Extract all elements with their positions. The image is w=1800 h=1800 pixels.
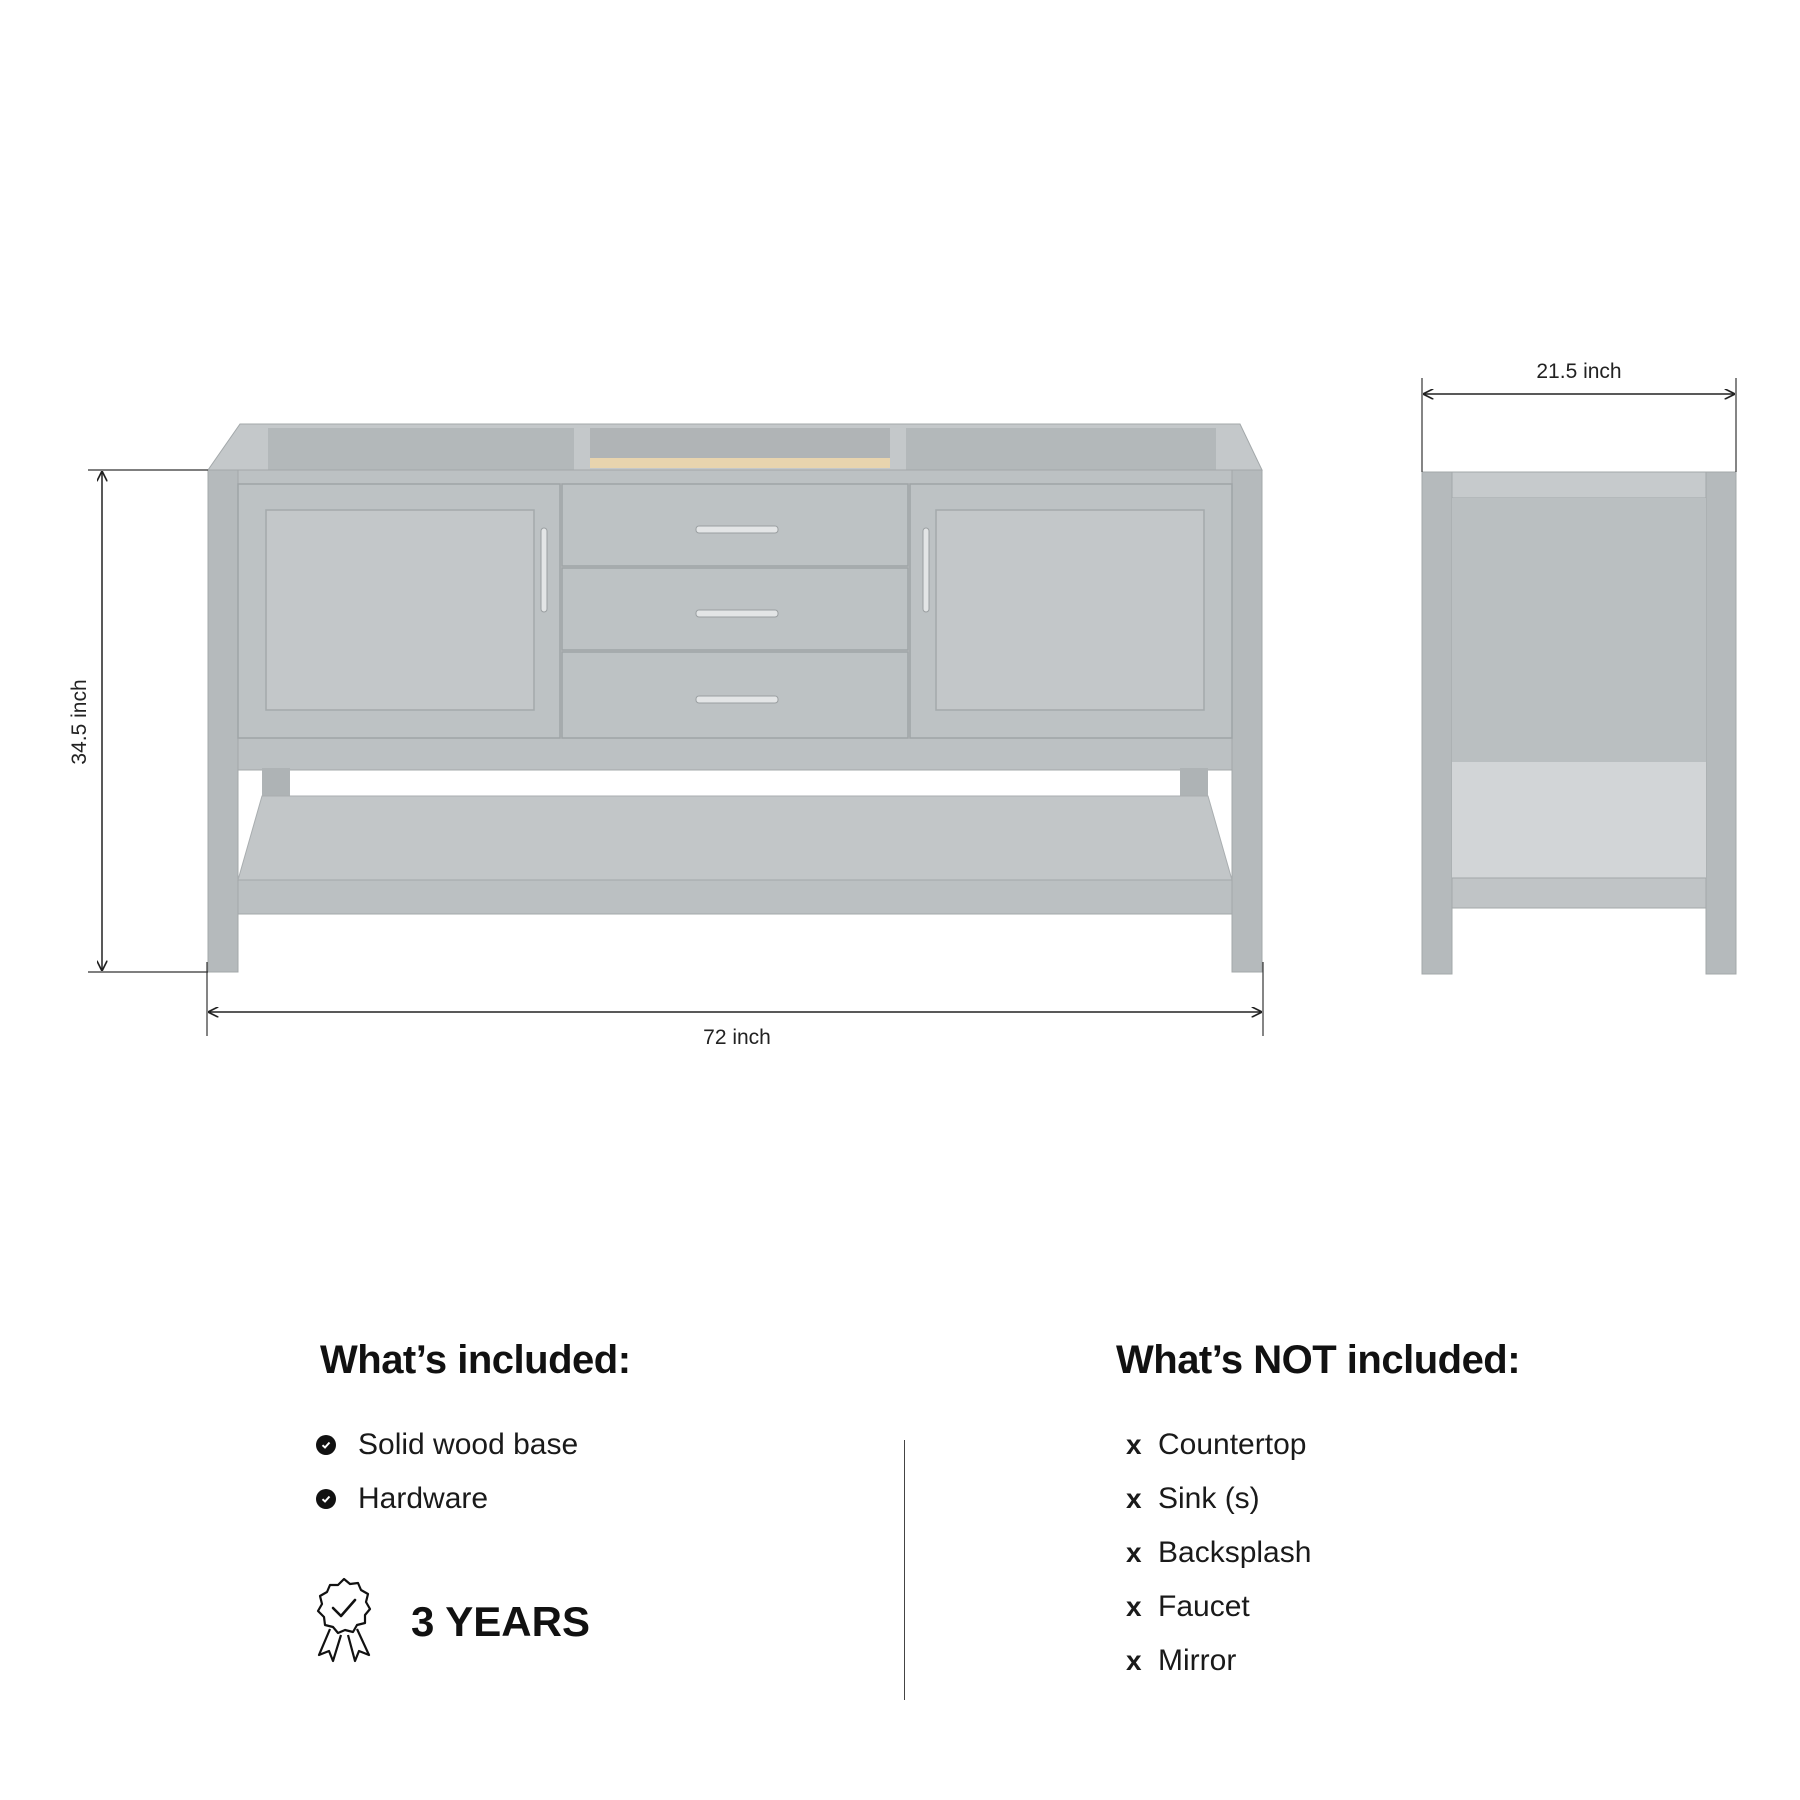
included-list bbox=[316, 1418, 578, 1526]
right-door bbox=[910, 484, 1232, 738]
depth-dimension bbox=[1422, 360, 1736, 472]
check-circle-icon bbox=[316, 1435, 336, 1455]
column-divider bbox=[904, 1440, 905, 1700]
height-label: 34.5 inch bbox=[68, 679, 91, 765]
warranty-label: 3 YEARS bbox=[411, 1597, 590, 1645]
list-item bbox=[316, 1472, 578, 1526]
drawer-handle bbox=[696, 696, 778, 703]
drawer-handle bbox=[696, 610, 778, 617]
list-item bbox=[1116, 1418, 1311, 1472]
interior-wood-strip bbox=[590, 458, 890, 468]
drawer-stack bbox=[562, 484, 908, 738]
list-item bbox=[1116, 1634, 1311, 1688]
door-handle bbox=[923, 528, 929, 612]
drawer-handle bbox=[696, 526, 778, 533]
included-item-label: Hardware bbox=[358, 1482, 489, 1515]
x-mark-icon: x bbox=[1126, 1483, 1142, 1514]
not-included-item-label: Sink (s) bbox=[1158, 1482, 1260, 1515]
width-label: 72 inch bbox=[703, 1026, 771, 1049]
left-door bbox=[238, 484, 560, 738]
door-handle bbox=[541, 528, 547, 612]
width-dimension bbox=[207, 962, 1263, 1049]
not-included-list bbox=[1116, 1418, 1311, 1688]
check-circle-icon bbox=[316, 1489, 336, 1509]
x-mark-icon: x bbox=[1126, 1537, 1142, 1568]
list-item bbox=[1116, 1580, 1311, 1634]
list-item bbox=[1116, 1472, 1311, 1526]
not-included-item-label: Countertop bbox=[1158, 1428, 1307, 1461]
list-item bbox=[1116, 1526, 1311, 1580]
not-included-title: What’s NOT included: bbox=[1116, 1338, 1521, 1382]
list-item bbox=[316, 1418, 578, 1472]
depth-label: 21.5 inch bbox=[1536, 360, 1622, 383]
x-mark-icon: x bbox=[1126, 1591, 1142, 1622]
not-included-item-label: Mirror bbox=[1158, 1644, 1237, 1677]
award-badge-icon bbox=[313, 1575, 375, 1668]
included-item-label: Solid wood base bbox=[358, 1428, 579, 1461]
x-mark-icon: x bbox=[1126, 1645, 1142, 1676]
x-mark-icon: x bbox=[1126, 1429, 1142, 1460]
not-included-item-label: Backsplash bbox=[1158, 1536, 1312, 1569]
vanity-front-view bbox=[208, 424, 1262, 972]
included-title: What’s included: bbox=[320, 1338, 631, 1382]
height-dimension bbox=[68, 470, 208, 972]
vanity-side-view bbox=[1422, 472, 1736, 974]
warranty-badge bbox=[313, 1575, 590, 1668]
not-included-item-label: Faucet bbox=[1158, 1590, 1250, 1623]
